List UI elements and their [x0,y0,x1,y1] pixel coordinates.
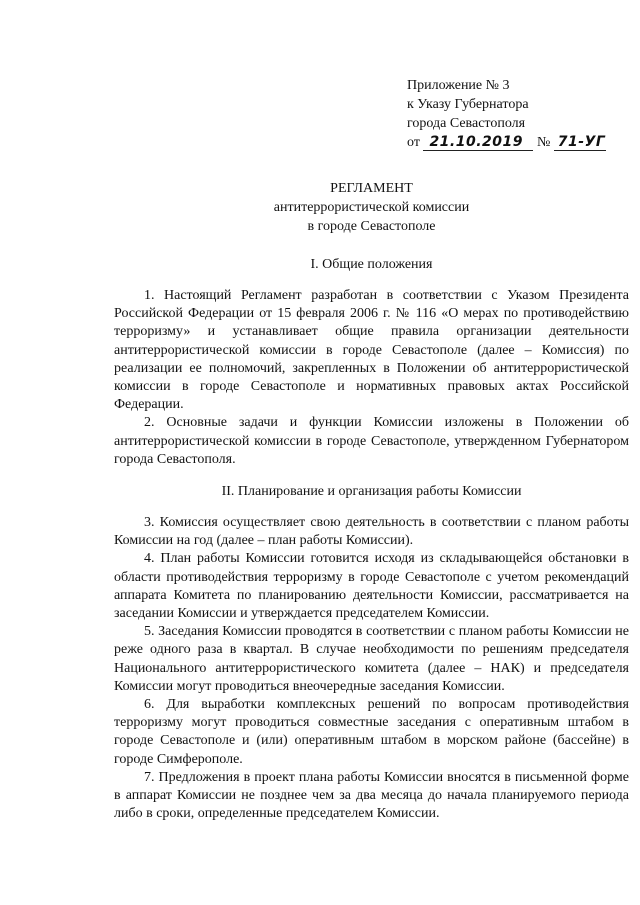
appendix-block [407,76,606,152]
paragraph-2: 2. Основные задачи и функции Комиссии изложены в Положении об антитеррористической комиссии в городе Севастополе, утвержденном Губернатором города Севастополя. [114,415,629,467]
section-1-body [114,287,629,469]
paragraph-6: 6. Для выработки комплексных решений по вопросам противодействия терроризму могут проводиться совместные заседания с оперативным штабом в городе Севастополе и (или) оперативным штабом в морском районе (бассейне) в городе Симферополе. [114,697,629,767]
appendix-line-2: к Указу Губернатора [407,97,529,112]
appendix-line-1: Приложение № 3 [407,78,510,93]
section-1-heading: I. Общие положения [310,257,433,272]
handwritten-number: 71-УГ [554,134,606,151]
appendix-line-3: города Севастополя [407,116,526,131]
paragraph-7: 7. Предложения в проект плана работы Комиссии вносятся в письменной форме в аппарат Комиссии не позднее чем за два месяца до начала планируемого периода либо в сроки, определенные председателем Комиссии. [114,769,629,822]
title-line-2: антитеррористической комиссии [273,200,470,215]
handwritten-date: 21.10.2019 [423,134,533,151]
number-label: № [536,135,551,150]
paragraph-3: 3. Комиссия осуществляет свою деятельность в соответствии с планом работы Комиссии на год (далее – план работы Комиссии). [114,515,629,549]
title-line-3: в городе Севастополе [307,219,436,234]
section-2-heading: II. Планирование и организация работы Комиссии [221,484,522,499]
paragraph-4: 4. План работы Комиссии готовится исходя из складывающейся обстановки в области противодействия терроризму в городе Севастополе с учетом рекомендаций аппарата Комитета по планированию деятельности Комиссии, рассматривается на заседании Комиссии и утверждается председателем Комиссии. [114,551,629,622]
title-heading: РЕГЛАМЕНТ [330,181,413,196]
paragraph-1: 1. Настоящий Регламент разработан в соответствии с Указом Президента Российской Федерации от 15 февраля 2006 г. № 116 «О мерах по противодействию терроризму» и устанавливает общие правила организации деятельности антитеррористической комиссии в городе Севастополе (далее – Комиссия) по реализации ее полномочий, закрепленных в Положении об антитеррористической комиссии в городе Севастополе и нормативных правовых актах Российской Федерации. [114,288,629,413]
from-label: от [407,135,420,150]
paragraph-5: 5. Заседания Комиссии проводятся в соответствии с планом работы Комиссии не реже одного раза в квартал. В случае необходимости по решениям председателя Национального антитеррористического комитета (далее – НАК) и председателя Комиссии могут проводиться внеочередные заседания Комиссии. [114,624,629,694]
appendix-date-row [407,133,606,152]
document-title [114,179,629,236]
section-2-body [114,514,629,823]
